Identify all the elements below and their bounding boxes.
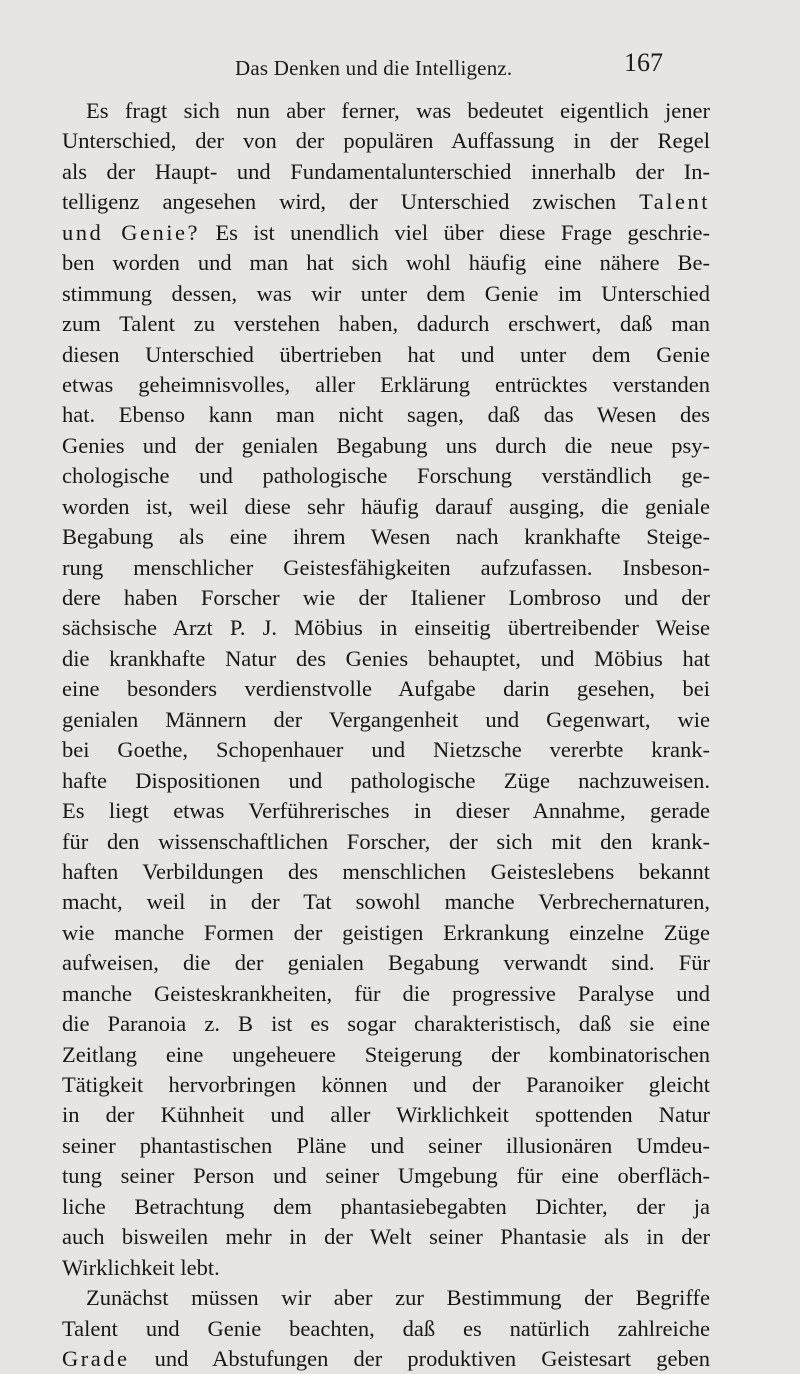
running-title: Das Denken und die Intelligenz. [235,56,513,80]
text-line: chologische und pathologische Forschung verständlich ge- [62,463,710,489]
text-line: genialen Männern der Vergangenheit und Gegenwart, wie [62,706,710,732]
spaced-term-genie: und Genie? [62,219,200,245]
text-fragment: und Abstufungen der produktiven Geistesart geben [129,1345,710,1371]
text-line: worden ist, weil diese sehr häufig darauf ausging, die geniale [62,493,710,519]
text-line: hat. Ebenso kann man nicht sagen, daß das Wesen des [62,402,710,428]
page-number: 167 [624,48,663,77]
text-line: Unterschied, der von der populären Auffassung in der Regel [62,128,710,154]
text-line: Es liegt etwas Verführerisches in dieser Annahme, gerade [62,798,710,824]
text-line: für den wissenschaftlichen Forscher, der sich mit den krank- [62,828,710,854]
text-line: haften Verbildungen des menschlichen Geisteslebens bekannt [62,858,710,884]
text-line: in der Kühnheit und aller Wirklichkeit spottenden Natur [62,1102,710,1128]
text-line [62,218,710,248]
text-line: zum Talent zu verstehen haben, dadurch erschwert, daß man [62,311,710,337]
text-line: dere haben Forscher wie der Italiener Lombroso und der [62,585,710,610]
text-line: die Paranoia z. B ist es sogar charakteristisch, daß sie eine [62,1011,710,1037]
text-line: wie manche Formen der geistigen Erkrankung einzelne Züge [62,919,710,945]
text-line: hafte Dispositionen und pathologische Züge nachzuweisen. [62,767,710,793]
text-line: diesen Unterschied übertrieben hat und unter dem Genie [62,341,710,367]
text-line: stimmung dessen, was wir unter dem Genie im Unterschied [62,280,710,306]
text-line [62,187,710,217]
text-line: aufweisen, die der genialen Begabung verwandt sind. Für [62,950,710,976]
text-line: seiner phantastischen Pläne und seiner illusionären Umdeu- [62,1132,710,1158]
text-line: eine besonders verdienstvolle Aufgabe darin gesehen, bei [62,676,710,702]
text-line: Zeitlang eine ungeheuere Steigerung der kombinatorischen [62,1041,710,1067]
text-line: macht, weil in der Tat sowohl manche Verbrechernaturen, [62,889,710,915]
text-line: die krankhafte Natur des Genies behauptet, und Möbius hat [62,645,710,671]
text-line [62,1344,710,1374]
text-line: Begabung als eine ihrem Wesen nach krankhafte Steige- [62,524,710,550]
text-line: Genies und der genialen Begabung uns durch die neue psy- [62,432,710,458]
text-line: manche Geisteskrankheiten, für die progressive Paralyse und [62,980,710,1006]
text-line: bei Goethe, Schopenhauer und Nietzsche vererbte krank- [62,737,710,763]
text-line: tung seiner Person und seiner Umgebung für eine oberfläch- [62,1163,710,1189]
running-head [0,48,800,86]
text-line: ben worden und man hat sich wohl häufig eine nähere Be- [62,250,710,276]
text-line: rung menschlicher Geistesfähigkeiten aufzufassen. Insbeson- [62,554,710,580]
text-line: sächsische Arzt P. J. Möbius in einseitig übertreibender Weise [62,615,710,641]
spaced-term-talent: Talent [639,189,710,215]
text-line: Tätigkeit hervorbringen können und der Paranoiker gleicht [62,1072,710,1097]
text-line: Wirklichkeit lebt. [62,1254,220,1280]
spaced-term-grade: Grade [62,1345,130,1371]
text-line: Zunächst müssen wir aber zur Bestimmung der Begriffe [86,1285,710,1311]
body-text [62,96,710,1374]
text-fragment: Es ist unendlich viel über diese Frage geschrie- [199,219,710,245]
text-line: auch bisweilen mehr in der Welt seiner Phantasie als in der [62,1224,710,1250]
text-line: Talent und Genie beachten, daß es natürlich zahlreiche [62,1315,710,1341]
text-line: Es fragt sich nun aber ferner, was bedeutet eigentlich jener [86,98,710,123]
text-line: etwas geheimnisvolles, aller Erklärung entrücktes verstanden [62,371,710,397]
text-line: als der Haupt- und Fundamentalunterschied innerhalb der In- [62,158,710,184]
text-line: liche Betrachtung dem phantasiebegabten Dichter, der ja [62,1193,710,1219]
text-fragment: telligenz angesehen wird, der Unterschied zwischen [62,189,640,215]
